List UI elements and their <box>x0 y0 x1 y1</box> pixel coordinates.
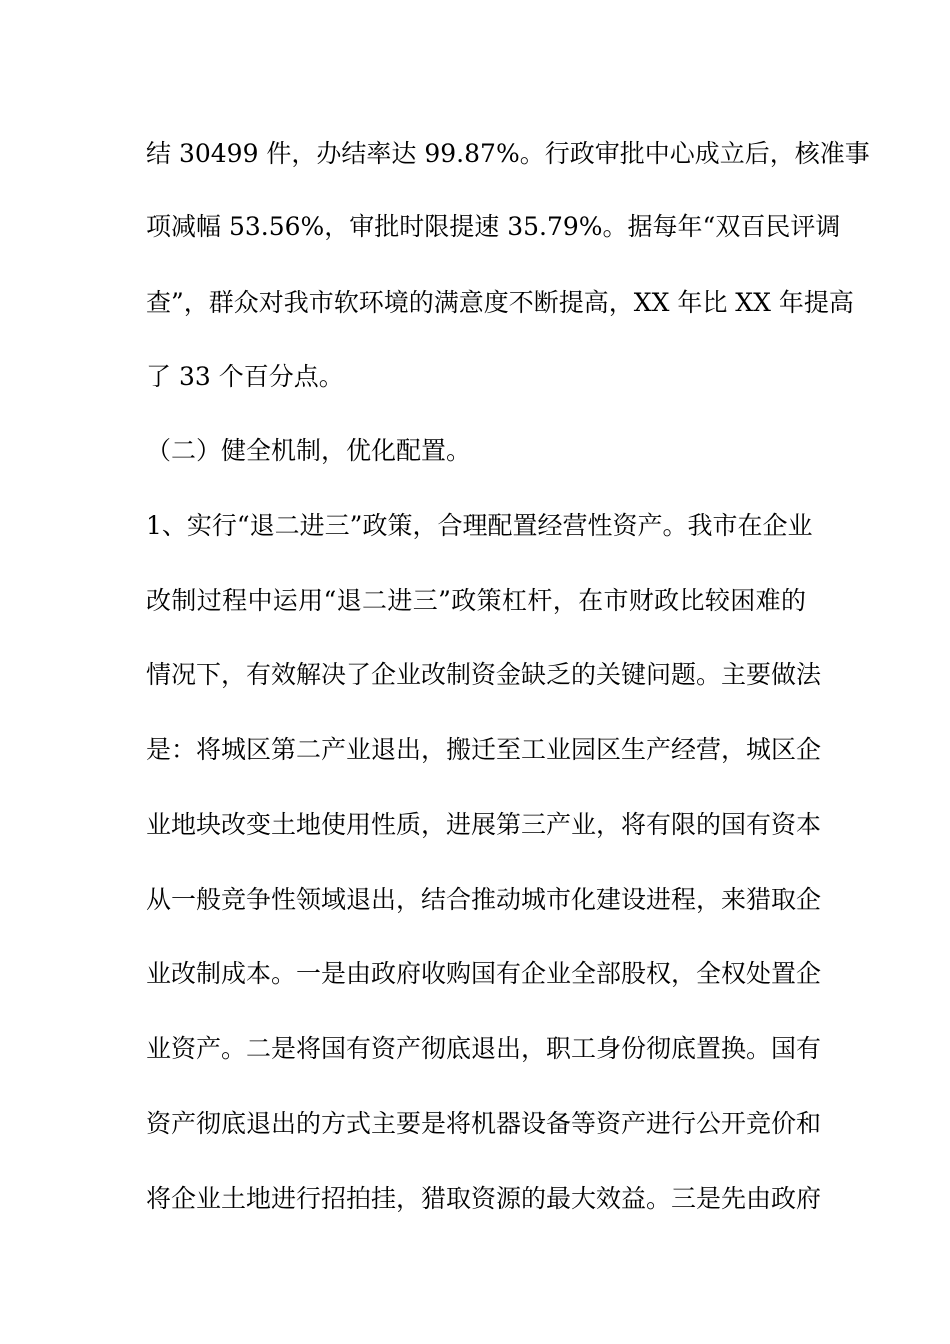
text-line: 查”，群众对我市软环境的满意度不断提高，XX 年比 XX 年提高 <box>146 288 854 317</box>
text-line: 是：将城区第二产业退出，搬迁至工业园区生产经营，城区企 <box>146 735 822 764</box>
text-line: 改制过程中运用“退二进三”政策杠杆，在市财政比较困难的 <box>146 586 806 615</box>
text-line: 业改制成本。一是由政府收购国有企业全部股权，全权处置企 <box>146 959 822 988</box>
text-line: 将企业土地进行招拍挂，猎取资源的最大效益。三是先由政府 <box>146 1184 822 1213</box>
text-line: 资产彻底退出的方式主要是将机器设备等资产进行公开竞价和 <box>146 1109 822 1138</box>
text-line: 了 33 个百分点。 <box>146 362 344 391</box>
text-line: 结 30499 件，办结率达 99.87%。行政审批中心成立后，核准事 <box>146 139 870 168</box>
text-line: 项减幅 53.56%，审批时限提速 35.79%。据每年“双百民评调 <box>146 212 841 241</box>
text-line: 1、实行“退二进三”政策，合理配置经营性资产。我市在企业 <box>146 511 813 540</box>
text-line: 情况下，有效解决了企业改制资金缺乏的关键问题。主要做法 <box>146 660 822 689</box>
text-line: 业地块改变土地使用性质，进展第三产业，将有限的国有资本 <box>146 810 822 839</box>
text-line: 业资产。二是将国有资产彻底退出，职工身份彻底置换。国有 <box>146 1034 822 1063</box>
section-heading: （二）健全机制，优化配置。 <box>146 436 472 465</box>
text-line: 从一般竞争性领域退出，结合推动城市化建设进程，来猎取企 <box>146 885 822 914</box>
